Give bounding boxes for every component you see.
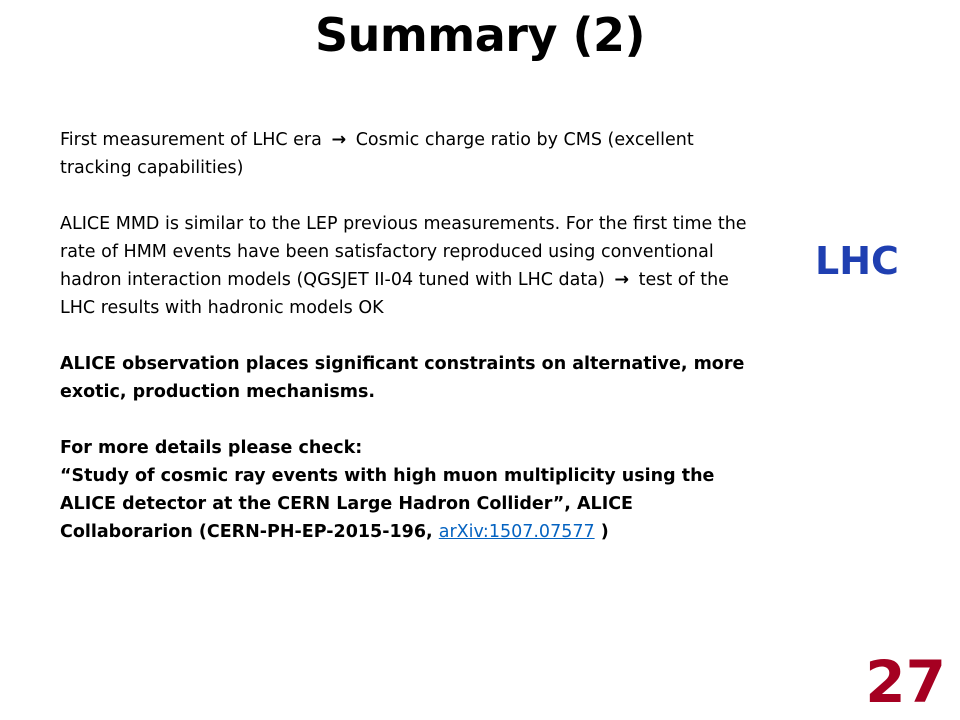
paragraph-alice-observation	[60, 350, 760, 406]
right-arrow-icon: →	[614, 270, 630, 290]
arxiv-link[interactable]: arXiv:1507.07577	[438, 522, 595, 542]
paragraph-cms-measurement	[60, 126, 760, 182]
alice-observation-text: ALICE observation places significant constraints on alternative, more exotic, production mechanisms.	[60, 354, 745, 402]
page-number: 27	[865, 648, 946, 716]
paragraph-more-details	[60, 434, 760, 546]
alice-mmd-lead: ALICE MMD is similar to the LEP previous measurements. For the first time the rate of HMM events have been satisfactory reproduced using conventional hadron interaction models (QGSJET II-04 tuned with LHC data)	[60, 214, 747, 290]
lhc-label: LHC	[815, 239, 899, 283]
reference-citation: “Study of cosmic ray events with high muon multiplicity using the ALICE detector at the CERN Large Hadron Collider”, ALICE Collaborarion (CERN-PH-EP-2015-196,	[60, 466, 715, 542]
reference-closing: )	[600, 522, 609, 542]
right-arrow-icon: →	[331, 130, 347, 150]
more-details-heading: For more details please check:	[60, 438, 363, 458]
slide-title: Summary (2)	[314, 8, 646, 62]
paragraph-alice-mmd	[60, 210, 760, 322]
cms-measurement-lead: First measurement of LHC era	[60, 130, 322, 150]
slide-body	[60, 126, 760, 546]
alice-mmd-result: test of the LHC results with hadronic models OK	[60, 270, 729, 318]
cms-measurement-result: Cosmic charge ratio by CMS (excellent tracking capabilities)	[60, 130, 694, 178]
